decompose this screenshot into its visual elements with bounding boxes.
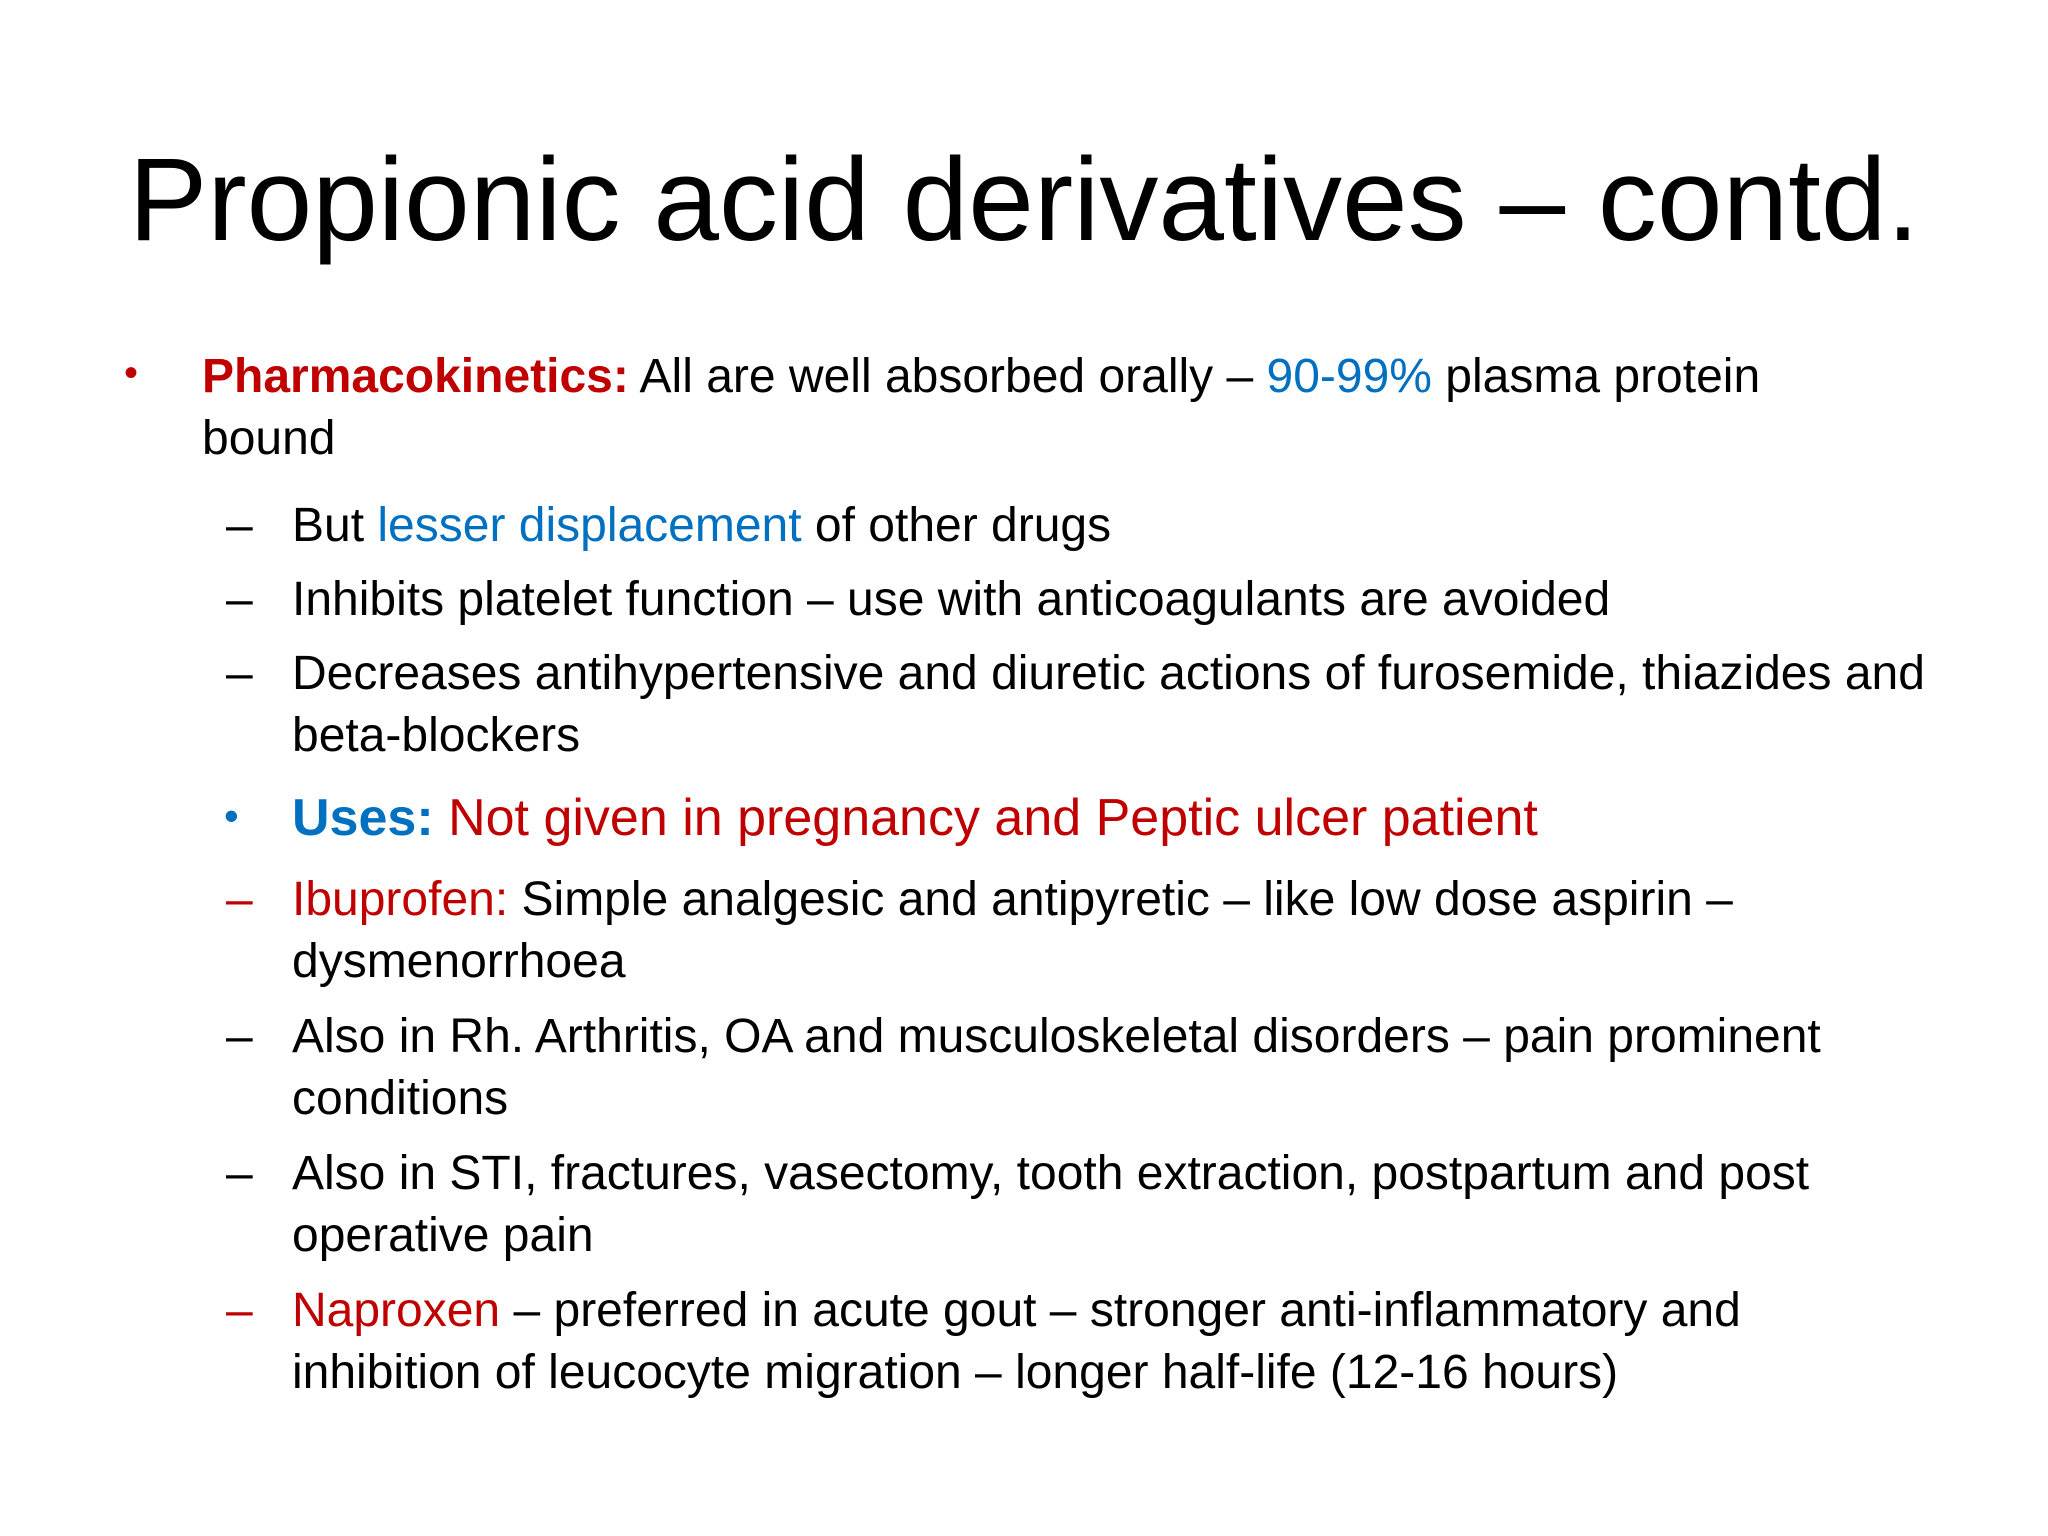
platelet-text: Inhibits platelet function – use with anticoagulants are avoided (292, 573, 1611, 626)
protein-binding-highlight: 90-99% (1266, 350, 1432, 403)
dash-marker: – (226, 1147, 253, 1200)
displacement-text-b: of other drugs (801, 499, 1112, 552)
dash-marker: – (226, 499, 253, 552)
pharmacokinetics-text-a: All are well absorbed orally – (628, 350, 1267, 403)
dash-marker: – (226, 573, 253, 626)
antihypertensive-line-2: beta-blockers (292, 709, 581, 762)
ibuprofen-text: Simple analgesic and antipyretic – like low dose aspirin – (508, 873, 1733, 926)
antihypertensive-line-1: Decreases antihypertensive and diuretic actions of furosemide, thiazides and (292, 647, 1925, 700)
sti-line-2: operative pain (292, 1209, 594, 1262)
bullet-marker: • (224, 792, 239, 839)
sti-line-1: Also in STI, fractures, vasectomy, tooth extraction, postpartum and post (292, 1147, 1810, 1200)
arthritis-line-2: conditions (292, 1072, 509, 1125)
naproxen-label: Naproxen (292, 1284, 501, 1337)
pharmacokinetics-continuation: bound (202, 412, 336, 465)
uses-label: Uses: (292, 789, 434, 847)
displacement-highlight: lesser displacement (377, 499, 802, 552)
dash-marker: – (226, 1284, 253, 1337)
dash-marker: – (226, 1010, 253, 1063)
displacement-text-a: But (292, 499, 378, 552)
slide-title: Propionic acid derivatives – contd. (128, 134, 1920, 266)
naproxen-text: – preferred in acute gout – stronger anti-inflammatory and (500, 1284, 1741, 1337)
naproxen-continuation: inhibition of leucocyte migration – longer half-life (12-16 hours) (292, 1346, 1619, 1399)
bullet-marker: • (124, 351, 139, 395)
dash-marker: – (226, 647, 253, 700)
uses-text: Not given in pregnancy and Peptic ulcer patient (433, 789, 1538, 847)
pharmacokinetics-label: Pharmacokinetics: (202, 350, 629, 403)
ibuprofen-label: Ibuprofen: (292, 873, 509, 926)
ibuprofen-continuation: dysmenorrhoea (292, 935, 626, 988)
arthritis-line-1: Also in Rh. Arthritis, OA and musculoskeletal disorders – pain prominent (292, 1010, 1821, 1063)
pharmacokinetics-text-b: plasma protein (1431, 350, 1761, 403)
dash-marker: – (226, 873, 253, 926)
